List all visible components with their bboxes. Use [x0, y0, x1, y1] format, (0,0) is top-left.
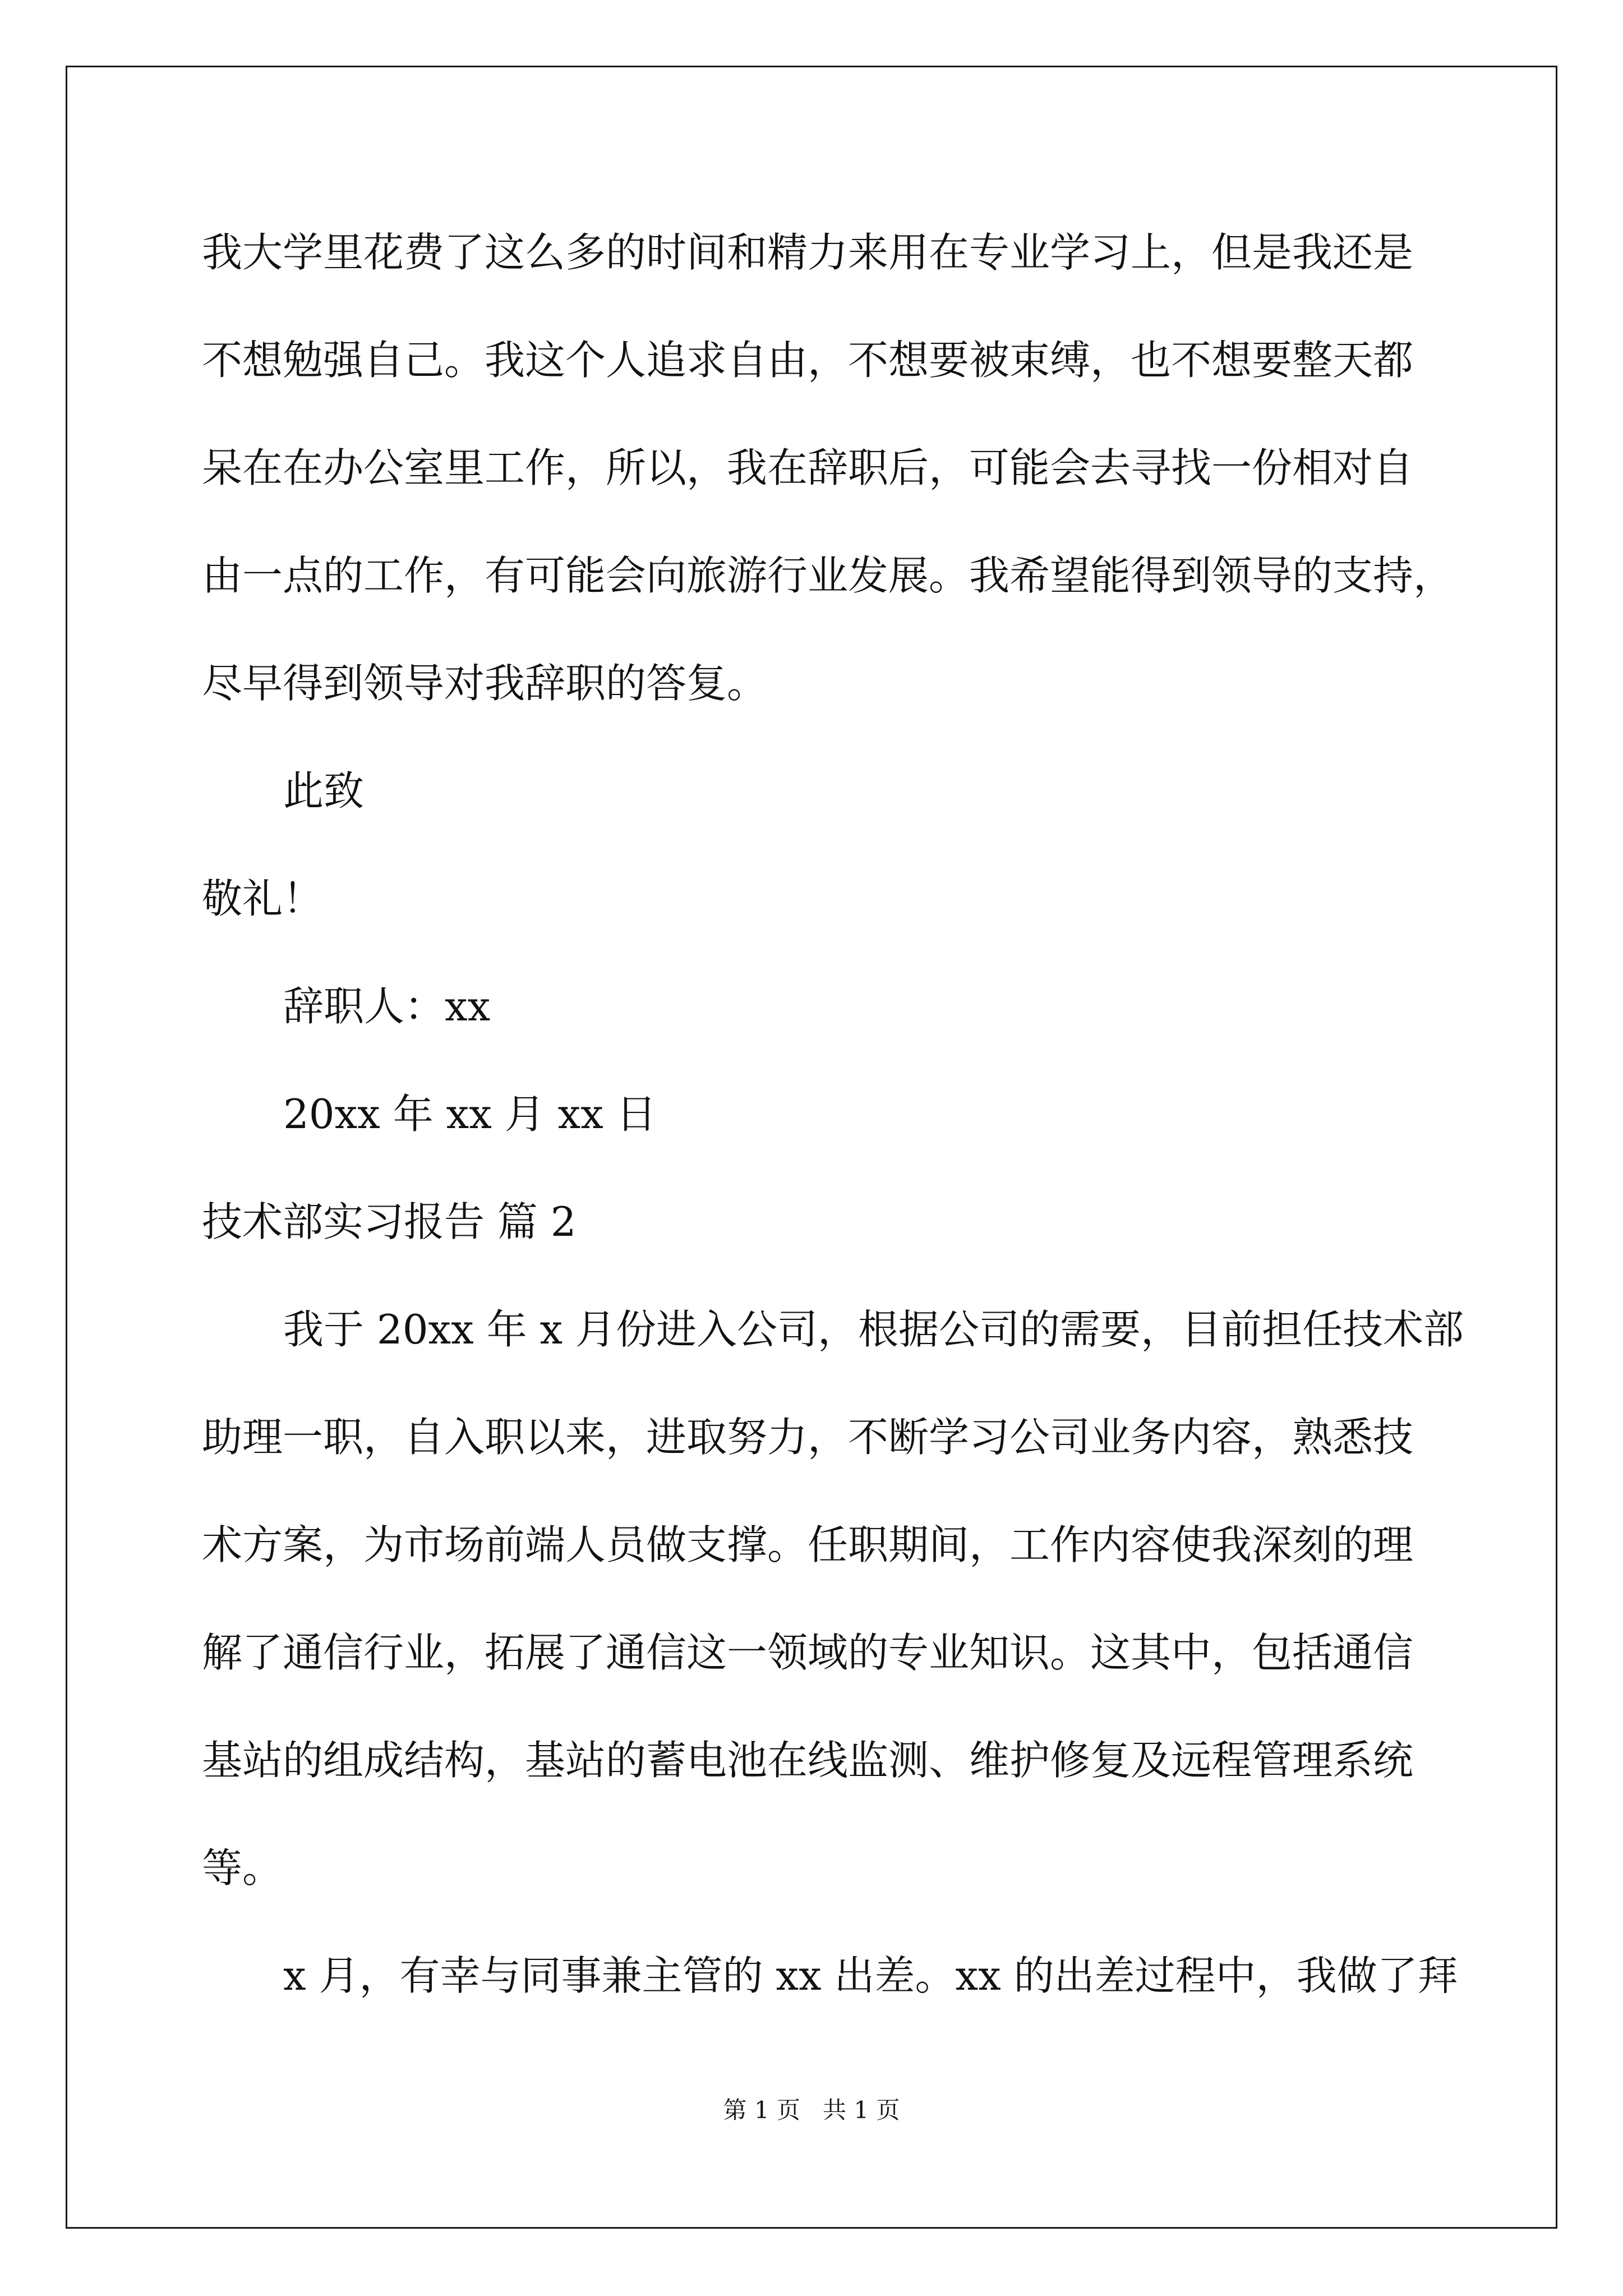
page-footer: 第 1 页 共 1 页 [723, 2096, 900, 2124]
body-paragraph-line: 呆在在办公室里工作，所以，我在辞职后，可能会去寻找一份相对自 [202, 444, 1414, 491]
body-paragraph-line: 助理一职，自入职以来，进取努力，不断学习公司业务内容，熟悉技 [202, 1414, 1414, 1461]
body-paragraph-line: 由一点的工作，有可能会向旅游行业发展。我希望能得到领导的支持， [202, 552, 1454, 599]
body-paragraph-line: 我于 20xx 年 x 月份进入公司，根据公司的需要，目前担任技术部 [283, 1306, 1464, 1353]
salutation-closing: 此致 [283, 767, 365, 815]
body-paragraph-line: 不想勉强自己。我这个人追求自由，不想要被束缚，也不想要整天都 [202, 337, 1414, 384]
body-paragraph-line: 术方案，为市场前端人员做支撑。任职期间，工作内容使我深刻的理 [202, 1521, 1414, 1568]
body-paragraph-line: 基站的组成结构，基站的蓄电池在线监测、维护修复及远程管理系统 [202, 1737, 1414, 1784]
body-paragraph-line: 解了通信行业，拓展了通信这一领域的专业知识。这其中，包括通信 [202, 1629, 1414, 1676]
section-heading: 技术部实习报告 篇 2 [202, 1198, 577, 1245]
body-paragraph-line: 等。 [202, 1844, 283, 1892]
salutation-regards: 敬礼！ [202, 875, 324, 922]
date-line: 20xx 年 xx 月 xx 日 [283, 1091, 657, 1138]
body-paragraph-line: x 月，有幸与同事兼主管的 xx 出差。xx 的出差过程中，我做了拜 [283, 1952, 1458, 1999]
body-paragraph-line: 我大学里花费了这么多的时间和精力来用在专业学习上，但是我还是 [202, 229, 1414, 276]
signer-line: 辞职人：xx [283, 983, 491, 1030]
page-border [66, 66, 1557, 2229]
body-paragraph-line: 尽早得到领导对我辞职的答复。 [202, 660, 768, 707]
